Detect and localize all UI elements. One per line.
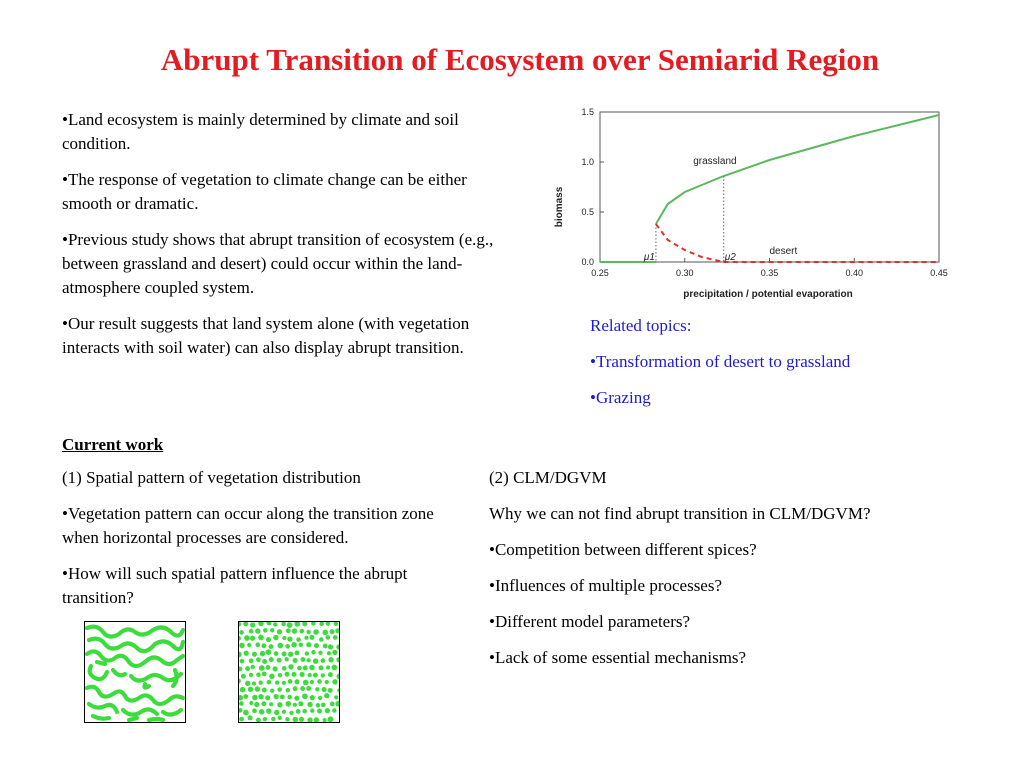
vegetation-spot [250,636,255,641]
vegetation-spot [296,637,301,642]
vegetation-spot [311,650,316,655]
vegetation-spot [286,628,291,633]
vegetation-spot [247,643,251,647]
vegetation-spot [298,701,303,706]
labyrinth-pattern [85,622,185,722]
vegetation-spot [259,665,265,671]
vegetation-spot [266,637,271,642]
vegetation-spot [310,695,315,700]
vegetation-spot [265,695,270,700]
vegetation-spot [332,650,337,655]
vegetation-spot [277,702,282,707]
y-axis-label: biomass [554,186,565,228]
col2-heading: (2) CLM/DGVM [489,468,607,487]
col2-item-2: •Influences of multiple processes? [489,576,723,595]
vegetation-spot [277,687,282,692]
related-heading: Related topics: [590,316,692,335]
vegetation-spot [321,673,325,677]
vegetation-spot [287,636,292,641]
x-tick-label-0: 0.25 [591,268,609,278]
unstable-branch-line-1 [656,224,724,262]
vegetation-spot [325,680,329,684]
vegetation-spot [285,717,290,722]
vegetation-spot [270,689,274,693]
vegetation-spot [239,717,244,722]
vegetation-spot [273,622,277,626]
vegetation-spot [259,709,265,715]
vegetation-spot [282,666,287,671]
vegetation-spot [260,651,266,657]
vegetation-spot [269,702,273,706]
vegetation-spot [240,659,245,664]
vegetation-spot [296,709,301,714]
vegetation-spot [328,657,333,662]
vegetation-spot [295,679,300,684]
vegetation-spot [255,642,260,647]
vegetation-spot [318,651,322,655]
y-tick-label-2: 1.0 [581,157,594,167]
vegetation-spot [325,708,330,713]
vegetation-spot [310,680,314,684]
vegetation-spot [323,644,328,649]
vegetation-spot [288,664,293,669]
vegetation-spot [288,652,293,657]
col2-item-1: •Competition between different spices? [489,540,757,559]
vegetation-spot [306,642,311,647]
vegetation-spot [291,672,296,677]
col1-item-1: •Vegetation pattern can occur along the transition zone when horizontal processes are considered. [62,504,434,547]
vegetation-spot [255,628,260,633]
vegetation-spot [317,679,322,684]
vegetation-spot [302,709,307,714]
vegetation-spot [317,709,322,714]
vegetation-spot [244,651,249,656]
vegetation-spot [249,673,253,677]
plot-area [581,107,947,278]
vegetation-spot [248,715,253,720]
bullet-3: •Previous study shows that abrupt transition of ecosystem (e.g., between grassland and desert) could occur within the land-atmosphere coupled system. [62,230,494,297]
vegetation-spot [243,694,248,699]
vegetation-spot [285,701,291,707]
vegetation-spot [314,643,319,648]
vegetation-spot [285,644,290,649]
vegetation-spot [267,680,272,685]
vegetation-spot [277,643,283,649]
vegetation-spot [309,665,315,671]
vegetation-spot [287,622,293,628]
vegetation-spot [323,630,329,636]
vegetation-spot [321,702,326,707]
vegetation-spot [313,658,319,664]
vegetation-spot [333,635,338,640]
related-item-2: •Grazing [590,388,651,407]
mu1-label: μ1 [643,252,655,263]
vegetation-spot [305,651,309,655]
vegetation-spot [325,635,330,640]
col1-item-2: •How will such spatial pattern influence the abrupt transition? [62,564,408,607]
vegetation-spot [239,630,244,635]
vegetation-spot [316,703,321,708]
x-tick-label-4: 0.45 [930,268,948,278]
vegetation-spot [330,701,335,706]
vegetation-spot [300,672,305,677]
col2-question: Why we can not find abrupt transition in CLM/DGVM? [489,504,871,523]
vegetation-spot [274,710,279,715]
x-tick-label-2: 0.35 [760,268,779,278]
vegetation-spot [324,693,329,698]
vegetation-spot [282,681,286,685]
vegetation-spot [274,651,279,656]
vegetation-spot [261,643,266,648]
vegetation-spot [277,658,282,663]
vegetation-spot [249,701,253,705]
vegetation-spot [274,694,279,699]
grassland-label: grassland [693,156,737,167]
current-work-column-2 [489,466,969,682]
vegetation-spot [252,695,258,701]
y-tick-label-0: 0.0 [581,257,594,267]
x-tick-label-1: 0.30 [675,268,694,278]
vegetation-spot [327,651,331,655]
vegetation-spot [269,674,275,680]
vegetation-spot [288,679,293,684]
stable-branch-line-0 [656,115,939,224]
vegetation-spot [322,687,327,692]
vegetation-spot [307,702,312,707]
vegetation-spot [282,710,286,714]
vegetation-spot [244,635,250,641]
vegetation-spot [250,622,255,627]
vegetation-spot [328,672,333,677]
vegetation-spot [263,717,267,721]
vegetation-spot [278,716,282,720]
vegetation-spot [266,665,271,670]
intro-bullets [62,108,502,372]
vegetation-spot [299,643,304,648]
x-tick-label-3: 0.40 [845,268,864,278]
vegetation-spot [249,658,254,663]
bullet-4: •Our result suggests that land system alone (with vegetation interacts with soil water) can also display abrupt transition. [62,314,470,357]
current-work-column-1 [62,466,472,622]
vegetation-spot [295,650,300,655]
vegetation-spot [243,710,249,716]
vegetation-spot [306,686,311,691]
vegetation-spot [306,658,310,662]
slide-title: Abrupt Transition of Ecosystem over Semiarid Region [160,42,880,77]
vegetation-spot [306,630,310,634]
col1-heading: (1) Spatial pattern of vegetation distribution [62,468,361,487]
vegetation-spot [299,629,304,634]
vegetation-spot [273,635,278,640]
vegetation-spot [248,687,253,692]
vegetation-spot [313,629,319,635]
vegetation-spot [241,674,246,679]
vegetation-spot [266,649,272,655]
labyrinth-pattern-image [84,621,186,723]
vegetation-spot [302,693,308,699]
vegetation-spot [285,672,290,677]
vegetation-spot [250,665,254,669]
y-tick-label-3: 1.5 [581,107,594,117]
vegetation-spot [326,665,330,669]
related-item-1: •Transformation of desert to grassland [590,352,851,371]
vegetation-spot [256,672,261,677]
vegetation-spot [286,688,291,693]
vegetation-spot [240,687,246,693]
vegetation-spot [239,643,244,648]
vegetation-spot [330,629,335,634]
vegetation-spot [282,651,287,656]
vegetation-spot [256,657,261,662]
vegetation-spot [263,628,268,633]
vegetation-spot [275,680,279,684]
col2-item-4: •Lack of some essential mechanisms? [489,648,747,667]
vegetation-spot [328,644,333,649]
vegetation-spot [289,711,293,715]
vegetation-spot [245,666,250,671]
biomass-chart [550,102,960,307]
vegetation-spot [280,695,285,700]
vegetation-spot [300,657,305,662]
vegetation-spot [293,686,298,691]
x-axis-label: precipitation / potential evaporation [683,289,853,300]
vegetation-spot [321,658,326,663]
vegetation-spot [294,696,299,701]
vegetation-spot [252,652,257,657]
vegetation-spot [261,701,266,706]
mu2-label: μ2 [724,252,736,263]
vegetation-spot [271,717,276,722]
vegetation-spot [252,708,257,713]
vegetation-spot [269,657,274,662]
vegetation-spot [332,679,338,685]
vegetation-spot [293,703,297,707]
vegetation-spot [332,708,336,712]
vegetation-spot [318,665,323,670]
plot-frame [600,112,939,262]
vegetation-spot [266,708,272,714]
vegetation-spot [278,673,282,677]
spot-pattern [239,622,339,722]
vegetation-spot [258,635,264,641]
spot-pattern-image [238,621,340,723]
related-topics [590,314,950,422]
vegetation-spot [292,628,298,634]
vegetation-spot [308,673,312,677]
vegetation-spot [285,657,289,661]
desert-label: desert [769,246,798,257]
col2-item-3: •Different model parameters? [489,612,691,631]
vegetation-spot [252,681,256,685]
y-tick-label-1: 0.5 [581,207,594,217]
vegetation-spot [282,636,286,640]
vegetation-spot [258,694,263,699]
vegetation-spot [287,695,292,700]
vegetation-spot [315,687,319,691]
vegetation-spot [269,644,274,649]
vegetation-spot [254,702,259,707]
vegetation-spot [319,637,323,641]
vegetation-spot [318,696,322,700]
vegetation-spot [277,629,282,634]
vegetation-spot [303,680,309,686]
vegetation-spot [303,665,308,670]
vegetation-spot [313,673,318,678]
vegetation-spot [245,681,250,686]
vegetation-spot [328,716,334,722]
vegetation-spot [328,688,333,693]
vegetation-spot [255,686,260,691]
vegetation-spot [304,636,308,640]
vegetation-spot [270,628,274,632]
vegetation-spot [273,666,278,671]
vegetation-spot [262,688,267,693]
vegetation-spot [331,665,337,671]
vegetation-spot [334,695,338,699]
vegetation-spot [309,635,314,640]
vegetation-spot [310,708,314,712]
vegetation-spot [262,672,267,677]
vegetation-spot [262,659,267,664]
vegetation-spot [299,717,304,722]
bullet-2: •The response of vegetation to climate change can be either smooth or dramatic. [62,170,467,213]
current-work-heading: Current work [62,435,164,454]
vegetation-spot [297,666,302,671]
vegetation-spot [293,658,298,663]
bullet-1: •Land ecosystem is mainly determined by climate and soil condition. [62,110,459,153]
vegetation-spot [259,681,263,685]
vegetation-spot [300,686,305,691]
vegetation-spot [291,642,297,648]
vegetation-spot [239,701,244,706]
vegetation-spot [249,629,254,634]
